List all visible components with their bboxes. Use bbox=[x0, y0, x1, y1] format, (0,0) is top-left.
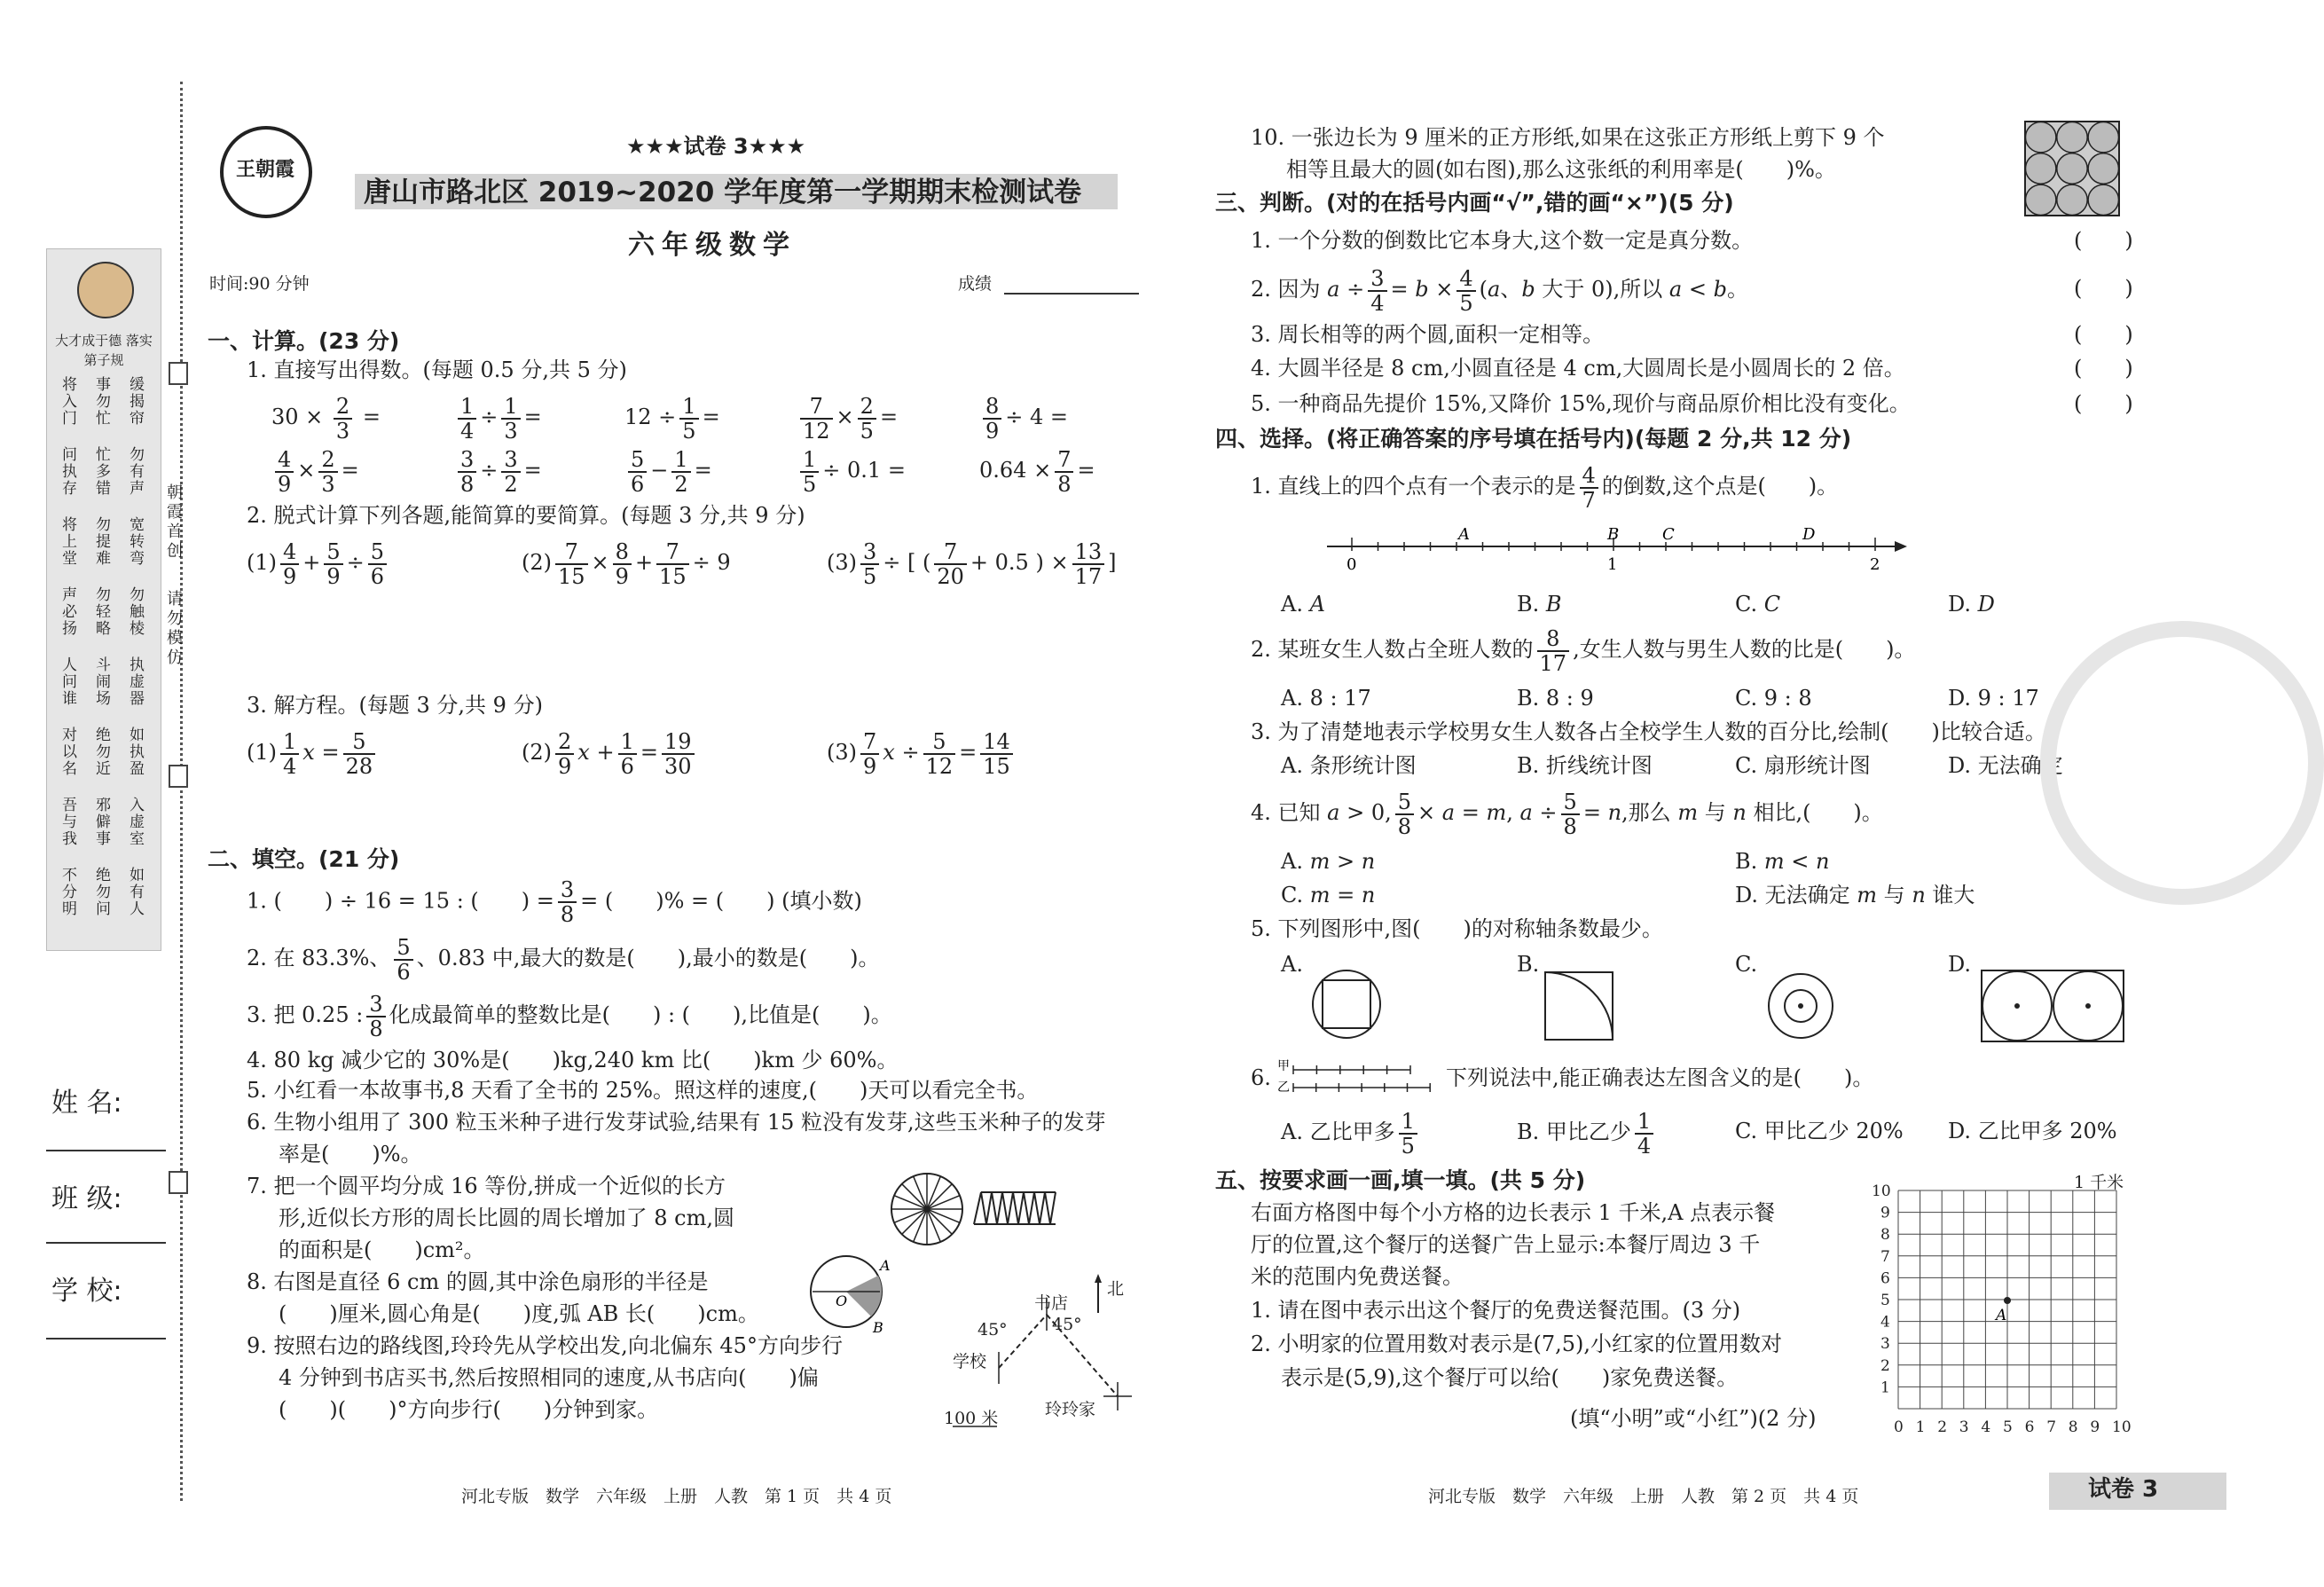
rule-phrase: 勿提难 bbox=[92, 516, 110, 567]
calc-2d: $\frac{1}{5}$ ÷ 0.1 = bbox=[797, 444, 906, 497]
scholar-icon bbox=[77, 262, 134, 318]
svg-text:1: 1 bbox=[1607, 555, 1618, 574]
seal-mark-icon bbox=[169, 1171, 188, 1194]
fill-9a: 9. 按照右边的路线图,玲玲先从学校出发,向北偏东 45°方向步行 bbox=[247, 1333, 843, 1358]
judge-answer-3[interactable]: ( ) bbox=[2074, 322, 2133, 347]
choice-2-opt-d[interactable]: D. 9 : 17 bbox=[1948, 686, 2039, 711]
rule-phrase: 入虚室 bbox=[126, 797, 144, 847]
calc-1e: $\frac{8}{9}$ ÷ 4 = bbox=[979, 390, 1068, 444]
choice-5: 5. 下列图形中,图( )的对称轴条数最少。 bbox=[1251, 916, 1663, 941]
time-label: 时间:90 分钟 bbox=[209, 274, 310, 294]
rule-phrase: 斗闹场 bbox=[92, 656, 110, 707]
fill-8a: 8. 右图是直径 6 cm 的圆,其中涂色扇形的半径是 bbox=[247, 1269, 709, 1294]
equation-1: (1) $\frac{1}{4}$ x = $\frac{5}{28}$ bbox=[247, 726, 379, 779]
rule-phrase: 绝勿问 bbox=[92, 867, 110, 917]
svg-text:B: B bbox=[1607, 525, 1620, 544]
right-footer: 河北专版 数学 六年级 上册 人教 第 2 页 共 4 页 bbox=[1428, 1487, 1859, 1506]
svg-text:1: 1 bbox=[1915, 1418, 1926, 1436]
map-home-label: 玲玲家 bbox=[1045, 1400, 1096, 1419]
choice-4-opt-b[interactable]: B. m < n bbox=[1735, 849, 1830, 874]
q10a: 10. 一张边长为 9 厘米的正方形纸,如果在这张正方形纸上剪下 9 个 bbox=[1251, 125, 1885, 150]
q10b: 相等且最大的圆(如右图),那么这张纸的利用率是( )%。 bbox=[1286, 157, 1836, 182]
score-field[interactable] bbox=[1004, 293, 1139, 295]
svg-text:2: 2 bbox=[1880, 1356, 1890, 1375]
rule-phrase: 事勿忙 bbox=[92, 376, 110, 427]
seal-text-2: 请勿模仿 bbox=[164, 590, 183, 668]
choice-3: 3. 为了清楚地表示学校男女生人数各占全校学生人数的百分比,绘制( )比较合适。 bbox=[1251, 719, 2046, 744]
fill-9b: 4 分钟到书店买书,然后按照相同的速度,从书店向( )偏 bbox=[279, 1365, 819, 1390]
calc-1c: 12 ÷ $\frac{1}{5}$ = bbox=[624, 393, 720, 444]
svg-text:10: 10 bbox=[2112, 1418, 2132, 1436]
map-school-label: 学校 bbox=[953, 1352, 987, 1371]
calc-2c: $\frac{5}{6}$ − $\frac{1}{2}$ = bbox=[624, 444, 712, 497]
draw-text-2: 厅的位置,这个餐厅的送餐广告上显示:本餐厅周边 3 千 bbox=[1251, 1232, 1761, 1257]
section3-title: 三、判断。(对的在括号内画“√”,错的画“×”)(5 分) bbox=[1215, 190, 1734, 216]
rule-phrase: 如执盈 bbox=[126, 727, 144, 777]
svg-text:B: B bbox=[873, 1319, 883, 1336]
choice-3-opt-a[interactable]: A. 条形统计图 bbox=[1281, 753, 1417, 778]
rule-phrase: 绝勿近 bbox=[92, 727, 110, 777]
svg-text:6: 6 bbox=[1880, 1269, 1890, 1288]
calc-1d: $\frac{7}{12}$ × $\frac{2}{5}$ = bbox=[797, 390, 898, 444]
rule-phrase: 勿有声 bbox=[126, 446, 144, 497]
fill-6b: 率是( )%。 bbox=[279, 1142, 422, 1167]
svg-text:3: 3 bbox=[1880, 1335, 1890, 1354]
choice-4-opt-a[interactable]: A. m > n bbox=[1281, 849, 1376, 874]
svg-text:A: A bbox=[1996, 1307, 2007, 1324]
svg-text:9: 9 bbox=[1880, 1204, 1890, 1222]
simplify-2: (2) $\frac{7}{15}$ × $\frac{8}{9}$ + $\frac{7}{15}$ ÷ 9 bbox=[522, 538, 731, 589]
exam-title: 唐山市路北区 2019~2020 学年度第一学期期末检测试卷 bbox=[364, 177, 1082, 208]
rule-phrase: 邪僻事 bbox=[92, 797, 110, 847]
class-field[interactable] bbox=[46, 1242, 166, 1244]
svg-text:5: 5 bbox=[2003, 1418, 2013, 1436]
subject-title: 六年级数学 bbox=[628, 230, 797, 261]
map-bookstore-label: 书店 bbox=[1034, 1293, 1069, 1313]
calc-2b: $\frac{3}{8}$ ÷ $\frac{3}{2}$ = bbox=[454, 444, 542, 497]
choice-2-opt-c[interactable]: C. 9 : 8 bbox=[1735, 686, 1812, 711]
choice-2-opt-a[interactable]: A. 8 : 17 bbox=[1281, 686, 1371, 711]
choice-3-opt-b[interactable]: B. 折线统计图 bbox=[1517, 753, 1653, 778]
page-badge-text: 试卷 3 bbox=[2088, 1476, 2159, 1503]
judge-2: 2. 因为 a ÷ $\frac{3}{4}$ = b × $\frac{4}{5}$ (a、b 大于 0),所以 a < b。 bbox=[1251, 265, 1748, 316]
s1-q3: 3. 解方程。(每题 3 分,共 9 分) bbox=[247, 693, 543, 718]
choice-5-opt-a[interactable]: A. bbox=[1281, 952, 1303, 977]
shape-c-concentric bbox=[1765, 970, 1836, 1041]
rule-phrase: 将上堂 bbox=[59, 516, 76, 567]
fill-5: 5. 小红看一本故事书,8 天看了全书的 25%。照这样的速度,( )天可以看完全书。 bbox=[247, 1078, 1039, 1103]
choice-6-opt-a[interactable]: A. 乙比甲多 $\frac{1}{5}$ bbox=[1281, 1105, 1421, 1159]
rule-phrase: 勿轻略 bbox=[92, 586, 110, 637]
calc-2a: $\frac{4}{9}$ × $\frac{2}{3}$ = bbox=[271, 444, 359, 497]
svg-text:7: 7 bbox=[2046, 1418, 2057, 1436]
fill-8b: ( )厘米,圆心角是( )度,弧 AB 长( )cm。 bbox=[279, 1301, 759, 1326]
section2-title: 二、填空。(21 分) bbox=[208, 846, 400, 872]
svg-text:D: D bbox=[1802, 525, 1816, 544]
simplify-1: (1) $\frac{4}{9}$ + $\frac{5}{9}$ ÷ $\frac{5}{6}$ bbox=[247, 536, 390, 589]
svg-text:8: 8 bbox=[2068, 1418, 2078, 1436]
circle-16-sectors-figure bbox=[887, 1169, 967, 1249]
seal-text-1: 朝霞首创 bbox=[164, 483, 183, 562]
section1-title: 一、计算。(23 分) bbox=[208, 328, 400, 354]
judge-answer-4[interactable]: ( ) bbox=[2074, 356, 2133, 381]
rule-phrase: 问执存 bbox=[59, 446, 76, 497]
rule-phrase: 如有人 bbox=[126, 867, 144, 917]
svg-text:甲: 甲 bbox=[1277, 1059, 1290, 1073]
svg-text:2: 2 bbox=[1870, 555, 1880, 574]
choice-2: 2. 某班女生人数占全班人数的 $\frac{8}{17}$ ,女生人数与男生人数的比是( )。 bbox=[1251, 625, 1916, 676]
svg-text:A: A bbox=[880, 1257, 891, 1274]
rule-phrase: 执虚器 bbox=[126, 656, 144, 707]
judge-3: 3. 周长相等的两个圆,面积一定相等。 bbox=[1251, 322, 1605, 347]
judge-5: 5. 一种商品先提价 15%,又降价 15%,现价与商品原价相比没有变化。 bbox=[1251, 391, 1911, 416]
fill-2: 2. 在 83.3%、 $\frac{5}{6}$ 、0.83 中,最大的数是( ),最小的数是( )。 bbox=[247, 934, 880, 985]
motto-text: 大才成于德 落实第子规 bbox=[55, 333, 153, 368]
svg-text:8: 8 bbox=[1880, 1226, 1890, 1245]
coordinate-grid[interactable] bbox=[1863, 1167, 2132, 1442]
choice-5-opt-d[interactable]: D. bbox=[1948, 952, 1972, 977]
svg-text:6: 6 bbox=[2024, 1418, 2035, 1436]
choice-4: 4. 已知 a > 0, $\frac{5}{8}$ × a = m, a ÷ $\frac{5}{8}$ = n,那么 m 与 n 相比,( )。 bbox=[1251, 789, 1883, 839]
name-label: 姓 名: bbox=[51, 1088, 122, 1119]
rule-phrase: 不分明 bbox=[59, 867, 76, 917]
rule-phrase: 对以名 bbox=[59, 727, 76, 777]
fill-9c: ( )( )°方向步行( )分钟到家。 bbox=[279, 1397, 659, 1422]
segment-diagram bbox=[1277, 1057, 1437, 1098]
approx-rectangle-figure bbox=[972, 1190, 1057, 1226]
logo-text: 王朝霞 bbox=[235, 158, 294, 181]
choice-1: 1. 直线上的四个点有一个表示的是 $\frac{4}{7}$ 的倒数,这个点是( )。 bbox=[1251, 462, 1839, 513]
draw-text-6: 表示是(5,9),这个餐厅可以给( )家免费送餐。 bbox=[1281, 1365, 1739, 1390]
map-angle-label-1: 45° bbox=[977, 1320, 1008, 1340]
svg-text:0: 0 bbox=[1347, 555, 1357, 574]
fill-6a: 6. 生物小组用了 300 粒玉米种子进行发芽试验,结果有 15 粒没有发芽,这些玉米种子的发芽 bbox=[247, 1110, 1106, 1135]
equation-2: (2) $\frac{2}{9}$ x + $\frac{1}{6}$ = $\frac{19}{30}$ bbox=[522, 726, 698, 779]
seal-mark-icon bbox=[169, 362, 188, 385]
fold-line bbox=[180, 82, 183, 1501]
draw-text-3: 米的范围内免费送餐。 bbox=[1251, 1264, 1464, 1289]
score-label: 成绩 bbox=[958, 274, 993, 294]
svg-text:0: 0 bbox=[1894, 1418, 1904, 1436]
sidebar-rules bbox=[59, 376, 156, 944]
judge-answer-2[interactable]: ( ) bbox=[2074, 276, 2133, 301]
draw-text-1: 右面方格图中每个小方格的边长表示 1 千米,A 点表示餐 bbox=[1251, 1200, 1776, 1225]
judge-1: 1. 一个分数的倒数比它本身大,这个数一定是真分数。 bbox=[1251, 228, 1754, 253]
number-line bbox=[1327, 522, 1912, 575]
fill-3: 3. 把 0.25 : $\frac{3}{8}$ 化成最简单的整数比是( ) : ( ),比值是( )。 bbox=[247, 991, 892, 1041]
shape-d-two-circles bbox=[1980, 969, 2125, 1043]
choice-6-opt-d[interactable]: D. 乙比甲多 20% bbox=[1948, 1119, 2117, 1143]
choice-6-number: 6. bbox=[1251, 1065, 1271, 1090]
map-north-label: 北 bbox=[1107, 1279, 1125, 1299]
choice-5-opt-b[interactable]: B. bbox=[1517, 952, 1540, 977]
rule-phrase: 缓揭帘 bbox=[126, 376, 144, 427]
school-label: 学 校: bbox=[51, 1276, 122, 1307]
svg-text:乙: 乙 bbox=[1277, 1080, 1290, 1095]
sector-circle-figure bbox=[802, 1247, 899, 1336]
calc-1b: $\frac{1}{4}$ ÷ $\frac{1}{3}$ = bbox=[454, 390, 542, 444]
choice-4-opt-d[interactable]: D. 无法确定 m 与 n 谁大 bbox=[1735, 883, 1975, 907]
section5-title: 五、按要求画一画,填一填。(共 5 分) bbox=[1215, 1167, 1586, 1193]
choice-4-opt-c[interactable]: C. m = n bbox=[1281, 883, 1376, 907]
svg-text:5: 5 bbox=[1880, 1292, 1890, 1309]
choice-2-opt-b[interactable]: B. 8 : 9 bbox=[1517, 686, 1594, 711]
rule-phrase: 将入门 bbox=[59, 376, 76, 427]
grid-scale-label: 1 千米 bbox=[2074, 1173, 2124, 1192]
choice-1-opt-d[interactable]: D. D bbox=[1948, 592, 1995, 617]
svg-text:9: 9 bbox=[2090, 1418, 2100, 1436]
svg-text:2: 2 bbox=[1937, 1418, 1948, 1436]
map-angle-label-2: 45° bbox=[1052, 1315, 1082, 1334]
nine-circles-figure bbox=[2024, 121, 2120, 216]
judge-4: 4. 大圆半径是 8 cm,小圆直径是 4 cm,大圆周长是小圆周长的 2 倍。 bbox=[1251, 356, 1905, 381]
s1-q2: 2. 脱式计算下列各题,能简算的要简算。(每题 3 分,共 9 分) bbox=[247, 503, 805, 528]
svg-text:1: 1 bbox=[1880, 1379, 1890, 1397]
svg-text:A: A bbox=[1458, 525, 1470, 544]
choice-3-opt-d[interactable]: D. 无法确定 bbox=[1948, 753, 2063, 778]
simplify-3: (3) $\frac{3}{5}$ ÷ [ ( $\frac{7}{20}$ + 0.5 ) × $\frac{13}{17}$ ] bbox=[827, 538, 1117, 589]
rule-phrase: 宽转弯 bbox=[126, 516, 144, 567]
left-footer: 河北专版 数学 六年级 上册 人教 第 1 页 共 4 页 bbox=[461, 1487, 892, 1506]
school-field[interactable] bbox=[46, 1338, 166, 1340]
svg-text:O: O bbox=[836, 1292, 848, 1309]
rule-phrase: 人问谁 bbox=[59, 656, 76, 707]
map-scale-label: 100 米 bbox=[944, 1409, 999, 1428]
judge-answer-1[interactable]: ( ) bbox=[2074, 228, 2133, 253]
fill-4: 4. 80 kg 减少它的 30%是( )kg,240 km 比( )km 少 60%。 bbox=[247, 1048, 899, 1072]
calc-row-1: 30 × $\frac{2}{3}$ = bbox=[271, 393, 381, 444]
calc-2e: 0.64 × $\frac{7}{8}$ = bbox=[979, 446, 1095, 497]
rule-phrase: 吾与我 bbox=[59, 797, 76, 847]
draw-text-7: (填“小明”或“小红”)(2 分) bbox=[1570, 1406, 1817, 1431]
svg-text:4: 4 bbox=[1981, 1418, 1991, 1436]
choice-5-opt-c[interactable]: C. bbox=[1735, 952, 1758, 977]
fill-7a: 7. 把一个圆平均分成 16 等份,拼成一个近似的长方 bbox=[247, 1174, 726, 1198]
rule-phrase: 忙多错 bbox=[92, 446, 110, 497]
draw-text-5: 2. 小明家的位置用数对表示是(7,5),小红家的位置用数对 bbox=[1251, 1332, 1783, 1356]
class-label: 班 级: bbox=[51, 1183, 122, 1214]
series-label: ★★★试卷 3★★★ bbox=[626, 134, 806, 159]
fill-7b: 形,近似长方形的周长比圆的周长增加了 8 cm,圆 bbox=[279, 1206, 734, 1230]
svg-text:C: C bbox=[1662, 525, 1675, 544]
choice-6-opt-c[interactable]: C. 甲比乙少 20% bbox=[1735, 1119, 1904, 1143]
section4-title: 四、选择。(将正确答案的序号填在括号内)(每题 2 分,共 12 分) bbox=[1215, 426, 1852, 452]
rule-phrase: 勿触棱 bbox=[126, 586, 144, 637]
svg-text:4: 4 bbox=[1880, 1313, 1890, 1332]
seal-mark-icon bbox=[169, 765, 188, 788]
choice-1-opt-c[interactable]: C. C bbox=[1735, 592, 1781, 617]
s1-q1: 1. 直接写出得数。(每题 0.5 分,共 5 分) bbox=[247, 357, 627, 382]
rule-phrase: 声必扬 bbox=[59, 586, 76, 637]
choice-1-opt-b[interactable]: B. B bbox=[1517, 592, 1562, 617]
shape-a-square-circle bbox=[1309, 967, 1384, 1041]
shape-b-quarter-circle bbox=[1543, 970, 1614, 1041]
equation-3: (3) $\frac{7}{9}$ x ÷ $\frac{5}{12}$ = $\frac{14}{15}$ bbox=[827, 726, 1017, 779]
svg-text:10: 10 bbox=[1872, 1182, 1891, 1200]
choice-1-opt-a[interactable]: A. A bbox=[1281, 592, 1325, 617]
choice-6-opt-b[interactable]: B. 甲比乙少 $\frac{1}{4}$ bbox=[1517, 1105, 1657, 1159]
fill-7c: 的面积是( )cm²。 bbox=[279, 1237, 485, 1262]
watermark-icon bbox=[2040, 621, 2324, 905]
name-field[interactable] bbox=[46, 1150, 166, 1151]
draw-text-4: 1. 请在图中表示出这个餐厅的免费送餐范围。(3 分) bbox=[1251, 1298, 1741, 1323]
svg-text:7: 7 bbox=[1880, 1247, 1890, 1266]
fill-1: 1. ( ) ÷ 16 = 15 : ( ) = $\frac{3}{8}$ = ( )% = ( ) (填小数) bbox=[247, 877, 862, 927]
judge-answer-5[interactable]: ( ) bbox=[2074, 391, 2133, 416]
svg-text:3: 3 bbox=[1959, 1418, 1969, 1436]
choice-6: 下列说法中,能正确表达左图含义的是( )。 bbox=[1446, 1065, 1874, 1090]
choice-3-opt-c[interactable]: C. 扇形统计图 bbox=[1735, 753, 1871, 778]
